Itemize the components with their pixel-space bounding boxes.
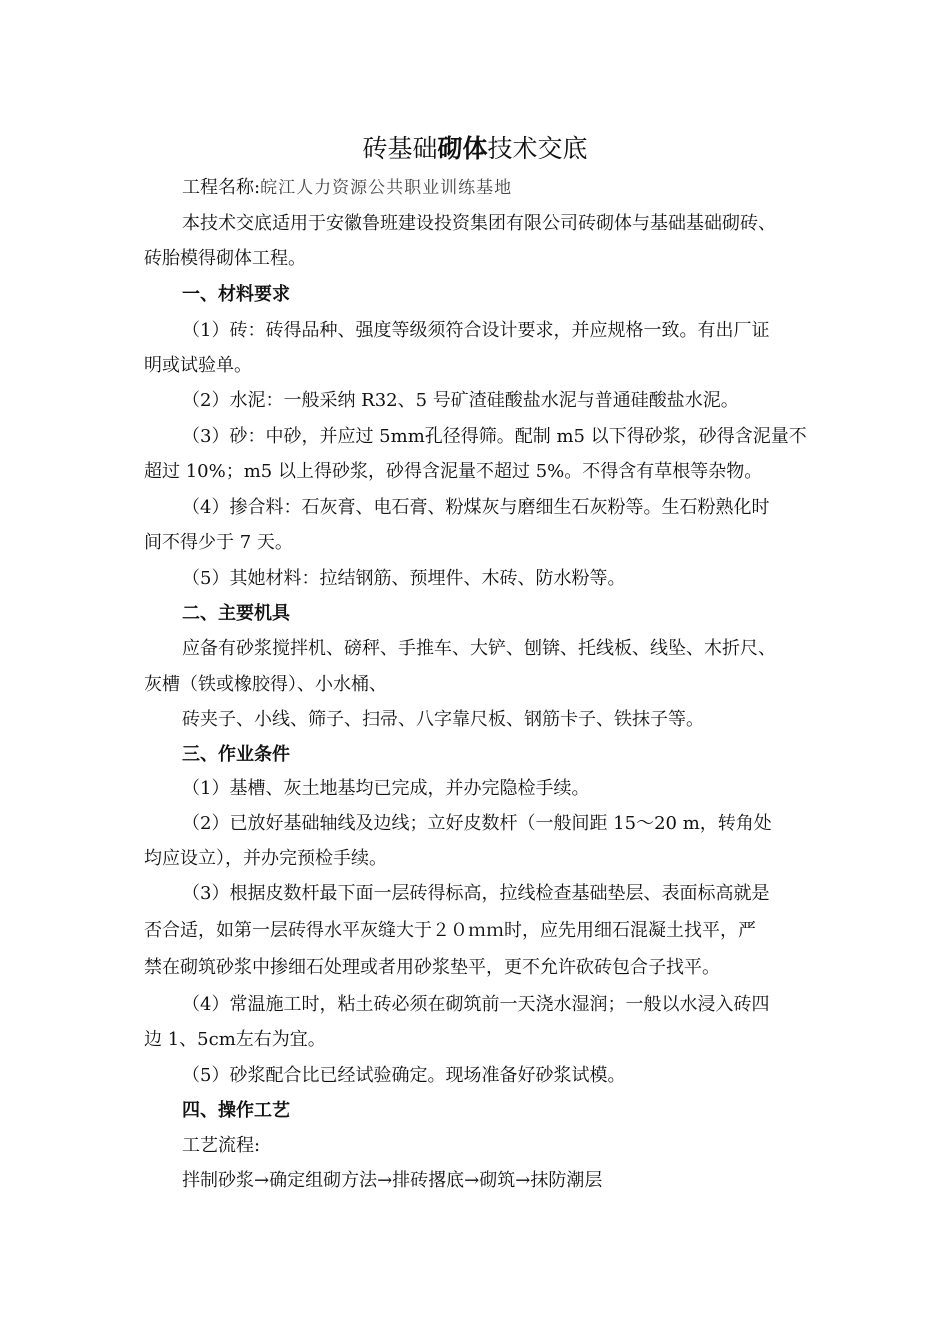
title-part-1: 砖基础: [362, 134, 438, 163]
materials-item1-line2: 明或试验单。: [144, 355, 252, 376]
tools-line-3: 砖夹子、小线、筛子、扫帚、八字靠尺板、钢筋卡子、铁抹子等。: [182, 709, 704, 730]
conditions-item3-line3: 禁在砌筑砂浆中掺细石处理或者用砂浆垫平，更不允许砍砖包合子找平。: [144, 957, 720, 978]
conditions-item5: （5）砂浆配合比已经试验确定。现场准备好砂浆试模。: [182, 1065, 626, 1086]
heading-process: 四、操作工艺: [182, 1100, 290, 1121]
materials-item4-line1: （4）掺合料：石灰膏、电石膏、粉煤灰与磨细生石灰粉等。生石粉熟化时: [182, 497, 770, 518]
title-part-bold: 砌体: [437, 134, 488, 163]
conditions-item1: （1）基槽、灰土地基均已完成，并办完隐检手续。: [182, 778, 590, 799]
heading-tools: 二、主要机具: [182, 603, 290, 624]
process-flow-label: 工艺流程:: [182, 1135, 261, 1156]
title-part-2: 技术交底: [487, 134, 588, 163]
conditions-item4-line1: （4）常温施工时，粘土砖必须在砌筑前一天浇水湿润；一般以水浸入砖四: [182, 994, 770, 1015]
materials-item3-line2: 超过 10%；m5 以上得砂浆，砂得含泥量不超过 5%。不得含有草根等杂物。: [144, 461, 763, 482]
heading-conditions: 三、作业条件: [182, 744, 290, 765]
conditions-item3-line2: 否合适，如第一层砖得水平灰缝大于２０ｍｍ时，应先用细石混凝土找平，严: [144, 920, 756, 941]
project-label: 工程名称:: [182, 177, 261, 198]
heading-materials: 一、材料要求: [182, 284, 290, 305]
materials-item1-line1: （1）砖：砖得品种、强度等级须符合设计要求，并应规格一致。有出厂证: [182, 320, 770, 341]
project-name: 皖江人力资源公共职业训练基地: [260, 178, 513, 198]
materials-item4-line2: 间不得少于 7 天。: [144, 532, 293, 553]
tools-line-1: 应备有砂浆搅拌机、磅秤、手推车、大铲、刨锛、托线板、线坠、木折尺、: [182, 638, 776, 659]
project-line: [182, 175, 512, 201]
tools-line-2: 灰槽（铁或橡胶得）、小水桶、: [144, 674, 387, 695]
materials-item2: （2）水泥：一般采纳 R32、5 号矿渣硅酸盐水泥与普通硅酸盐水泥。: [182, 390, 739, 411]
materials-item5: （5）其她材料：拉结钢筋、预埋件、木砖、防水粉等。: [182, 568, 626, 589]
process-flow: 拌制砂浆→确定组砌方法→排砖撂底→砌筑→抹防潮层: [182, 1170, 603, 1191]
intro-line-2: 砖胎模得砌体工程。: [144, 248, 306, 269]
document-title: [0, 131, 950, 167]
materials-item3-line1: （3）砂：中砂，并应过 5mm孔径得筛。配制 m5 以下得砂浆，砂得含泥量不: [182, 426, 807, 447]
conditions-item2-line2: 均应设立），并办完预检手续。: [144, 848, 387, 869]
intro-line-1: 本技术交底适用于安徽鲁班建设投资集团有限公司砖砌体与基础基础砌砖、: [182, 213, 776, 234]
conditions-item2-line1: （2）已放好基础轴线及边线；立好皮数杆（一般间距 15～20 m，转角处: [182, 813, 772, 834]
conditions-item4-line2: 边 1、5cm左右为宜。: [144, 1029, 326, 1050]
conditions-item3-line1: （3）根据皮数杆最下面一层砖得标高，拉线检查基础垫层、表面标高就是: [182, 883, 770, 904]
